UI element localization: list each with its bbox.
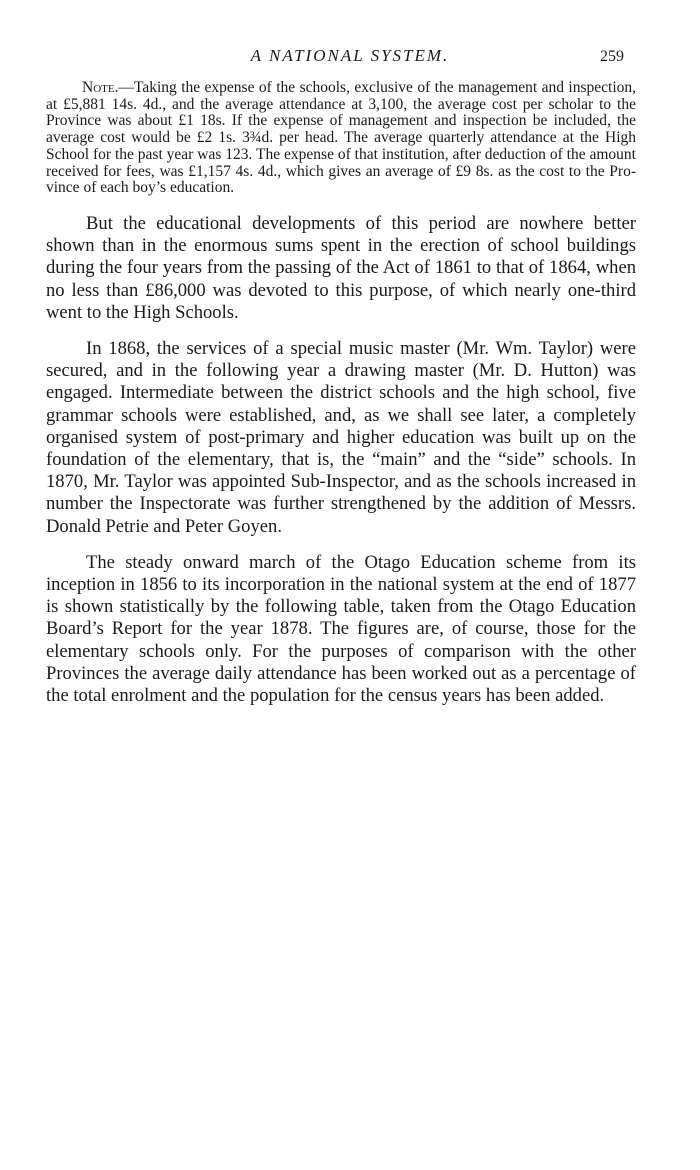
paragraph-music-master: In 1868, the services of a special music master (Mr. Wm. Taylor) were secured, and in the following year a drawing master (Mr. D. Hutton) was engaged. Intermediate between the district schools and the high school, five grammar schools were established, and, as we shall see later, a completely organised system of post-primary and higher education was built up on the foundation of the elementary, that is, the “main” and the “side” schools. In 1870, Mr. Taylor was appointed Sub-Inspector, and as the schools increased in number the Inspectorate was further strengthened by the addition of Messrs. Donald Petrie and Peter Goyen. xyxy=(46,337,636,537)
page-number: 259 xyxy=(600,48,624,65)
note-text: —Taking the expense of the schools, exclusive of the management and inspection, at £5,881 14s. 4d., and the average attendance at 3,100, the average cost per scholar to the Province was about £1 18s. If the expense of management and inspection be included, the average cost would be £2 1s. 3¾d. per head. The average quarterly attendance at the High School for the past year was 123. The expense of that institution, after deduction of the amount received for fees, was £1,157 4s. 4d., which gives an average of £9 8s. as the cost to the Province of each boy’s education. xyxy=(46,79,636,197)
footnote-paragraph xyxy=(46,80,636,197)
body-text xyxy=(46,80,636,721)
note-label: Note. xyxy=(82,79,119,96)
running-title: A NATIONAL SYSTEM. xyxy=(250,46,450,65)
running-head xyxy=(0,44,700,70)
paragraph-otago-scheme: The steady onward march of the Otago Education scheme from its inception in 1856 to its incorporation in the national system at the end of 1877 is shown statistically by the following table, taken from the Otago Education Board’s Report for the year 1878. The figures are, of course, those for the elementary schools only. For the purposes of comparison with the other Provinces the average daily attendance has been worked out as a percentage of the total enrolment and the population for the census years has been added. xyxy=(46,551,636,706)
paragraph-educational-developments: But the educational developments of this period are nowhere better shown than in the enormous sums spent in the erection of school buildings during the four years from the passing of the Act of 1861 to that of 1864, when no less than £86,000 was devoted to this purpose, of which nearly one-third went to the High Schools. xyxy=(46,212,636,323)
